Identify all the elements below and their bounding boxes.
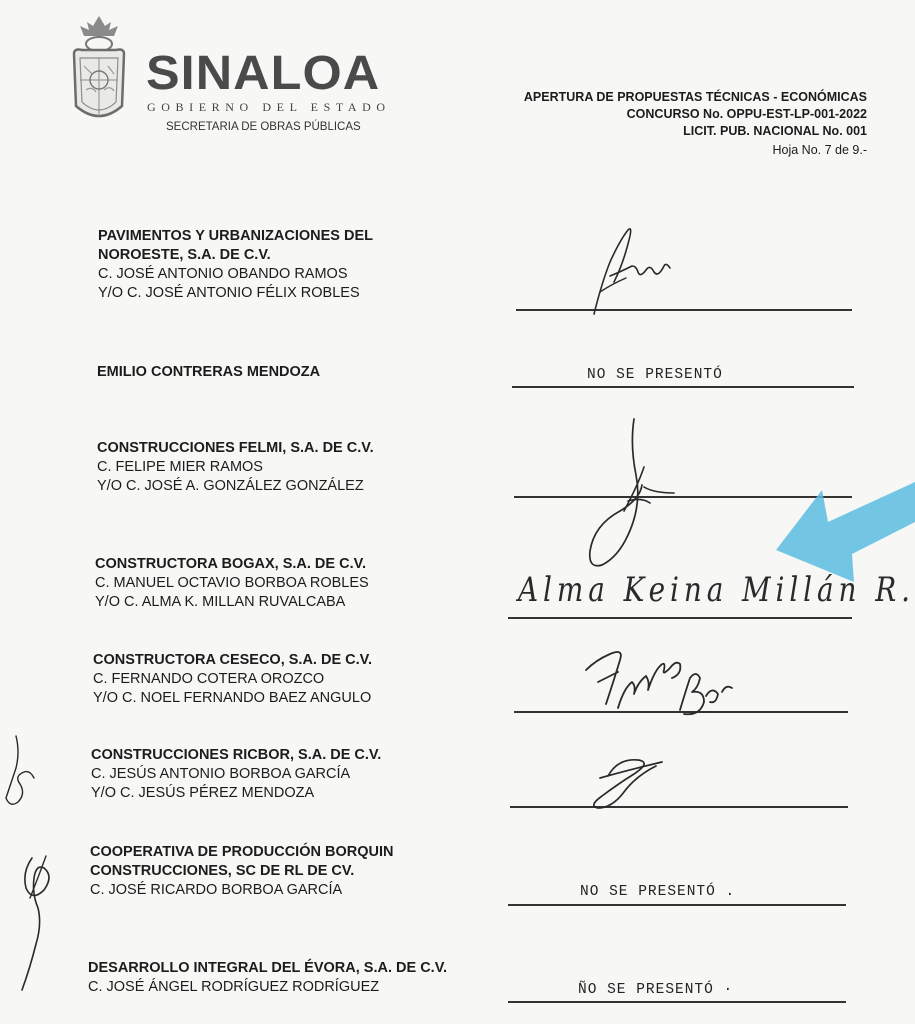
header-sheet: Hoja No. 7 de 9.- bbox=[772, 143, 867, 157]
company-name: CONSTRUCCIONES FELMI, S.A. DE C.V. bbox=[97, 440, 374, 456]
representative-name: Y/O C. JOSÉ ANTONIO FÉLIX ROBLES bbox=[98, 285, 360, 301]
signature-text: Alma Keina Millán R. bbox=[518, 570, 915, 610]
brand-secretariat: SECRETARIA DE OBRAS PÚBLICAS bbox=[166, 121, 361, 133]
company-name: CONSTRUCTORA BOGAX, S.A. DE C.V. bbox=[95, 556, 366, 572]
representative-name: C. JOSÉ ANTONIO OBANDO RAMOS bbox=[98, 266, 348, 282]
bidder-entry bbox=[95, 555, 369, 612]
bidder-entry bbox=[93, 651, 372, 708]
bidder-entry bbox=[97, 439, 374, 496]
representative-name: Y/O C. JOSÉ A. GONZÁLEZ GONZÁLEZ bbox=[97, 478, 364, 494]
absence-note: NO SE PRESENTÓ bbox=[587, 367, 723, 383]
company-name: COOPERATIVA DE PRODUCCIÓN BORQUIN bbox=[90, 844, 394, 860]
signature-line bbox=[510, 806, 848, 808]
signature-mark bbox=[580, 222, 690, 322]
absence-note: NO SE PRESENTÓ . bbox=[580, 884, 736, 900]
absence-note: ÑO SE PRESENTÓ · bbox=[578, 982, 734, 998]
header-title: APERTURA DE PROPUESTAS TÉCNICAS - ECONÓMICAS bbox=[523, 90, 867, 104]
signature-line bbox=[508, 1001, 846, 1003]
company-name: EMILIO CONTRERAS MENDOZA bbox=[97, 364, 321, 380]
header-tender: LICIT. PUB. NACIONAL No. 001 bbox=[683, 124, 867, 138]
representative-name: C. FELIPE MIER RAMOS bbox=[97, 459, 263, 475]
signature-line bbox=[508, 617, 852, 619]
representative-name: Y/O C. JESÚS PÉREZ MENDOZA bbox=[91, 785, 315, 801]
signature-mark bbox=[576, 630, 736, 725]
signature-mark bbox=[580, 415, 680, 575]
company-name: PAVIMENTOS Y URBANIZACIONES DEL bbox=[98, 228, 373, 244]
company-name: CONSTRUCCIONES RICBOR, S.A. DE C.V. bbox=[91, 747, 382, 763]
representative-name: Y/O C. NOEL FERNANDO BAEZ ANGULO bbox=[93, 690, 372, 706]
company-name: DESARROLLO INTEGRAL DEL ÉVORA, S.A. DE C.V. bbox=[88, 960, 448, 976]
representative-name: C. JOSÉ ÁNGEL RODRÍGUEZ RODRÍGUEZ bbox=[88, 979, 380, 995]
representative-name: C. JESÚS ANTONIO BORBOA GARCÍA bbox=[91, 766, 351, 782]
header-contest: CONCURSO No. OPPU-EST-LP-001-2022 bbox=[626, 107, 867, 121]
state-seal-icon bbox=[68, 14, 130, 126]
representative-name: C. JOSÉ RICARDO BORBOA GARCÍA bbox=[90, 882, 343, 898]
bidder-entry bbox=[88, 959, 447, 997]
bidder-entry bbox=[98, 227, 373, 303]
signature-mark bbox=[578, 752, 668, 812]
bidder-entry bbox=[91, 746, 381, 803]
representative-name: C. FERNANDO COTERA OROZCO bbox=[93, 671, 325, 687]
representative-name: C. MANUEL OCTAVIO BORBOA ROBLES bbox=[95, 575, 369, 591]
bidder-entry bbox=[97, 363, 320, 382]
bidder-entry bbox=[90, 843, 393, 900]
signature-line bbox=[512, 386, 854, 388]
signature-line bbox=[508, 904, 846, 906]
representative-name: Y/O C. ALMA K. MILLAN RUVALCABA bbox=[95, 594, 346, 610]
company-name: CONSTRUCCIONES, SC DE RL DE CV. bbox=[90, 863, 355, 879]
brand-name: SINALOA bbox=[146, 47, 381, 100]
brand-government: GOBIERNO DEL ESTADO bbox=[147, 100, 391, 114]
company-name: NOROESTE, S.A. DE C.V. bbox=[98, 247, 271, 263]
margin-initial-mark bbox=[8, 848, 64, 998]
margin-initial-mark bbox=[0, 732, 40, 812]
company-name: CONSTRUCTORA CESECO, S.A. DE C.V. bbox=[93, 652, 373, 668]
